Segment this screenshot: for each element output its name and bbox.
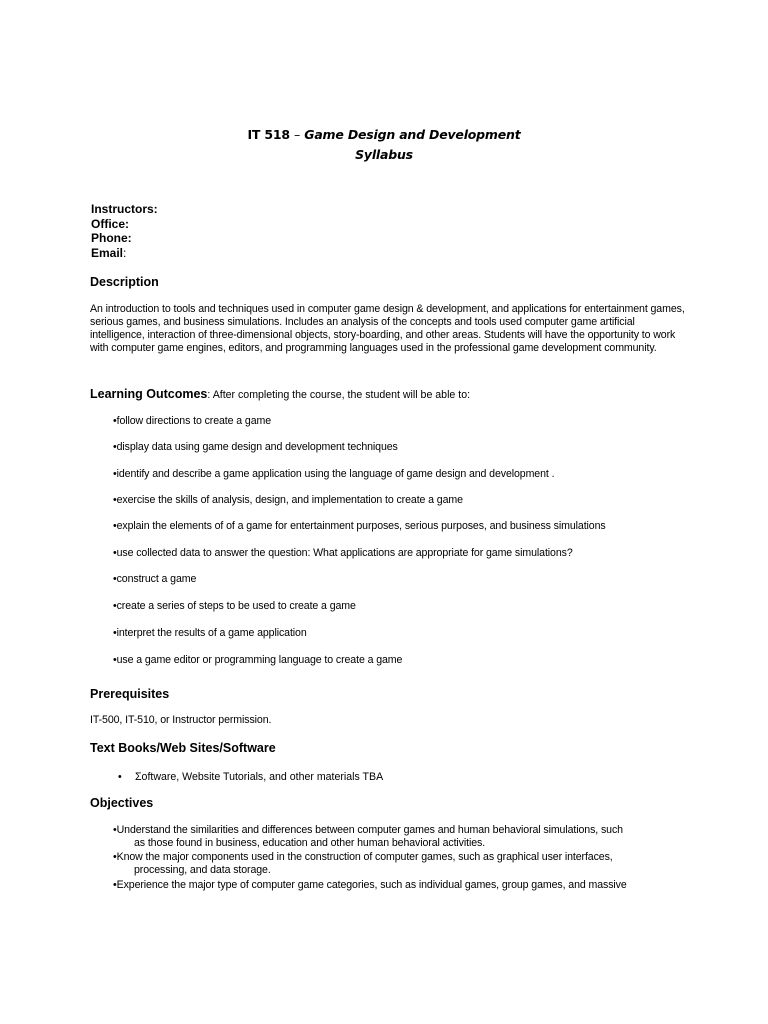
outcome-item: •follow directions to create a game — [113, 415, 272, 427]
textbooks-heading: Text Books/Web Sites/Software — [90, 741, 276, 755]
email-colon: : — [123, 245, 127, 260]
outcome-item: •exercise the skills of analysis, design, and implementation to create a game — [113, 494, 463, 506]
objective-line: •Understand the similarities and differences between computer games and human behavioral simulations, such — [113, 824, 623, 836]
learning-outcomes-heading: Learning Outcomes — [90, 387, 208, 401]
email-row — [91, 246, 158, 261]
instructors-label: Instructors: — [91, 202, 158, 216]
textbooks-item — [118, 771, 383, 783]
outcome-item: •create a series of steps to be used to create a game — [113, 600, 356, 612]
outcome-item: •use collected data to answer the question: What applications are appropriate for game simulations? — [113, 547, 573, 559]
objective-line: •Experience the major type of computer game categories, such as individual games, group games, and massive — [113, 879, 627, 891]
subtitle-text: Syllabus — [355, 147, 413, 162]
document-subtitle — [0, 147, 768, 162]
phone-label: Phone: — [91, 231, 132, 245]
prerequisites-heading: Prerequisites — [90, 687, 170, 701]
objective-line: •Know the major components used in the construction of computer games, such as graphical user interfaces, — [113, 851, 613, 863]
description-heading: Description — [90, 275, 159, 289]
course-name: Game Design and Development — [304, 127, 521, 142]
outcome-item: •identify and describe a game application using the language of game design and development . — [113, 468, 555, 480]
email-label: Email — [91, 245, 124, 260]
objectives-heading: Objectives — [90, 796, 154, 810]
description-text: An introduction to tools and techniques used in computer game design & development, and applications for entertainment games, serious games, and business simulations. Includes an analysis of the concepts and tools used computer game artificial intelligence, interaction of three-dimensional objects, story-boarding, and other areas. Students will have the opportunity to work with computer game engines, editors, and programming languages used in the professional game development community. — [90, 303, 685, 354]
course-code: IT 518 — [247, 127, 290, 142]
objective-continuation: as those found in business, education and other human behavioral activities. — [134, 836, 486, 849]
learning-outcomes-intro: : After completing the course, the student will be able to: — [207, 389, 471, 401]
learning-outcomes-line — [90, 387, 470, 401]
outcome-item: •explain the elements of of a game for entertainment purposes, serious purposes, and business simulations — [113, 520, 606, 532]
document-title — [0, 127, 768, 142]
outcome-item: •interpret the results of a game application — [113, 627, 307, 639]
outcome-item: •display data using game design and development techniques — [113, 441, 398, 453]
bullet-icon: • — [118, 771, 122, 783]
outcome-item: •construct a game — [113, 573, 197, 585]
objective-item — [113, 879, 693, 892]
objective-item — [113, 824, 693, 849]
prerequisites-text: IT-500, IT-510, or Instructor permission. — [90, 714, 272, 726]
contact-fields — [91, 202, 158, 260]
outcome-item: •use a game editor or programming language to create a game — [113, 654, 403, 666]
title-dash: – — [294, 127, 301, 142]
objective-item — [113, 851, 693, 876]
objective-continuation: processing, and data storage. — [134, 863, 271, 876]
textbooks-item-text: Σoftware, Website Tutorials, and other materials TBA — [135, 771, 384, 783]
office-label: Office: — [91, 216, 130, 231]
